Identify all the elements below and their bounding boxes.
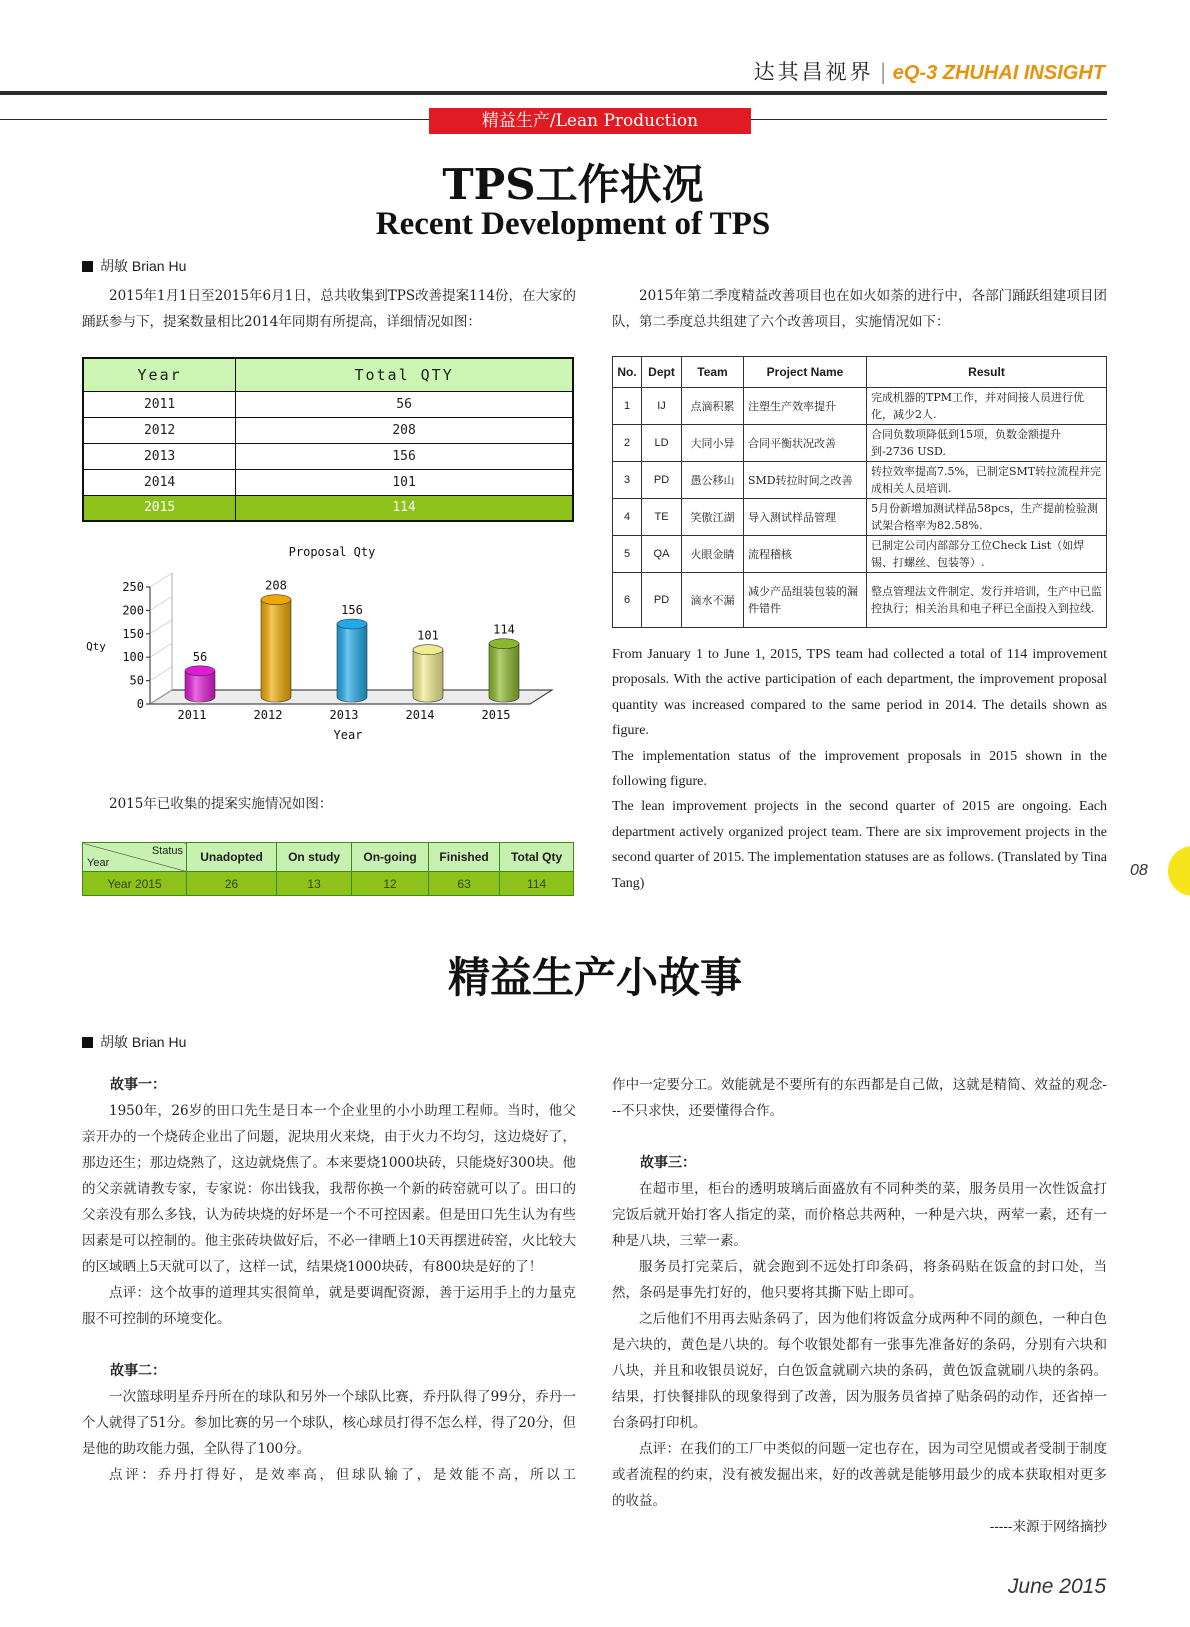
project-result: 5月份新增加测试样品58pcs，生产提前检验测试架合格率为82.58%. (867, 499, 1107, 536)
y-tick-label: 250 (122, 580, 144, 594)
story3-paragraph: 之后他们不用再去贴条码了，因为他们将饭盒分成两种不同的颜色，一种白色是六块的，黄色是八块的。每个收银处都有一张事先准备好的条码，分别有六块和八块，并且和收银员说好，白色饭盒就刷六块的条码，黄色饭盒就刷八块的条码。结果，打快餐排队的现象得到了改善，因为服务员省掉了贴条码的动作，还省掉一台条码打印机。 (612, 1311, 1107, 1431)
byline-square-icon (82, 1037, 93, 1048)
status-header-finished: Finished (428, 843, 499, 872)
project-team: 滴水不漏 (682, 573, 744, 628)
corner-status-label: Status (151, 845, 183, 857)
project-team: 点滴积累 (682, 388, 744, 425)
story2-comment-continued: 作中一定要分工。效能就是不要所有的东西都是自己做，这就是精简、效益的观念---不只求快，还要懂得合作。 (612, 1077, 1107, 1119)
source-credit: -----来源于网络摘抄 (989, 1519, 1107, 1535)
status-value-cell: 63 (428, 872, 499, 896)
y-grid-diagonal (150, 573, 172, 587)
project-team: 火眼金睛 (682, 536, 744, 573)
project-dept: PD (642, 462, 682, 499)
qty-cell: 56 (236, 391, 573, 417)
author-name: 胡敏 Brian Hu (100, 1034, 187, 1050)
project-no: 1 (613, 388, 642, 425)
project-result: 已制定公司内部部分工位Check List（如焊锡、打螺丝、包装等）. (867, 536, 1107, 573)
qty-header: Total QTY (236, 358, 573, 391)
table-row (83, 469, 573, 495)
chart-xlabel: Year (333, 728, 363, 742)
story1-heading: 故事一： (110, 1077, 166, 1093)
story-section-title: 精益生产小故事 (447, 953, 742, 1002)
qty-cell: 208 (236, 417, 573, 443)
table-row-highlighted (83, 495, 573, 521)
bar-value-label: 114 (493, 622, 515, 637)
story2-comment: 点评：乔丹打得好，是效率高，但球队输了，是效能不高，所以工 (109, 1467, 576, 1483)
table-row (613, 499, 1107, 536)
byline-square-icon (82, 261, 93, 272)
status-header-unadopted: Unadopted (187, 843, 277, 872)
story2-body: 一次篮球明星乔丹所在的球队和另外一个球队比赛，乔丹队得了99分，乔丹一个人就得了51分。参加比赛的另一个球队，核心球员打得不怎么样，得了20分，但是他的助攻能力强，全队得了100分。 (82, 1389, 576, 1457)
page-marker-dot (1168, 846, 1190, 896)
story3-heading: 故事三： (640, 1155, 696, 1171)
table-row (613, 462, 1107, 499)
bar-value-label: 56 (192, 649, 208, 664)
table-row (613, 425, 1107, 462)
brand-separator: | (879, 60, 887, 84)
project-table (612, 356, 1107, 628)
bar-shading (413, 650, 443, 702)
bar-shading (489, 644, 519, 702)
status-row-label: Year 2015 (83, 872, 187, 896)
project-name: 注塑生产效率提升 (744, 388, 867, 425)
project-no: 5 (613, 536, 642, 573)
project-header-team: Team (682, 357, 744, 388)
table-row (83, 391, 573, 417)
y-grid-diagonal (150, 596, 172, 610)
qty-cell: 114 (236, 495, 573, 521)
project-no: 2 (613, 425, 642, 462)
story3-comment: 点评：在我们的工厂中类似的问题一定也存在，因为司空见惯或者受制于制度或者流程的约束，没有被发掘出来，好的改善就是能够用最少的成本获取相对更多的收益。 (612, 1441, 1107, 1509)
project-dept: IJ (642, 388, 682, 425)
year-header: Year (83, 358, 236, 391)
project-header-no: No. (613, 357, 642, 388)
y-tick-label: 0 (136, 697, 144, 711)
story1-body: 1950年，26岁的田口先生是日本一个企业里的小小助理工程师。当时，他父亲开办的一个烧砖企业出了问题，泥块用火来烧，由于火力不均匀，这边烧好了，那边还生；那边烧熟了，这边就烧焦了。本来要烧1000块砖，只能烧好300块。他的父亲就请教专家，专家说：你出钱我，我帮你换一个新的砖窑就可以了。田口的父亲没有那么多钱，认为砖块烧的好坏是一个不可控因素。但是田口先生认为有些因素是可以控制的。他主张砖块做好后，不必一律晒上10天再摆进砖窑，火比较大的区域晒上5天就可以了，这样一试，结果烧1000块砖，有800块是好的了！ (82, 1103, 576, 1275)
status-header-on-going: On-going (352, 843, 429, 872)
status-header-on-study: On study (277, 843, 352, 872)
project-dept: LD (642, 425, 682, 462)
bar-top-cap (489, 639, 519, 649)
english-paragraph: The lean improvement projects in the second quarter of 2015 are ongoing. Each department actively organized project team. There are six improvement projects in the second quarter of 2015. The implementation statuses are as follows. (Translated by Tina Tang) (612, 799, 1107, 891)
y-tick-label: 100 (122, 650, 144, 665)
article-byline (82, 256, 186, 276)
story1-comment: 点评：这个故事的道理其实很简单，就是要调配资源，善于运用手上的力量克服不可控制的环境变化。 (82, 1285, 576, 1327)
project-result: 完成机器的TPM工作，并对间接人员进行优化，减少2人. (867, 388, 1107, 425)
year-cell: 2015 (83, 495, 236, 521)
project-name: 流程稽核 (744, 536, 867, 573)
project-no: 6 (613, 573, 642, 628)
section-tag: 精益生产/Lean Production (429, 108, 751, 134)
y-grid-diagonal (150, 643, 172, 657)
footer-date: June 2015 (1007, 1575, 1106, 1598)
year-cell: 2013 (83, 443, 236, 469)
article-title-cn: TPS工作状况 (442, 160, 704, 209)
table-row (83, 443, 573, 469)
story-byline (82, 1032, 186, 1052)
year-qty-table (82, 357, 574, 522)
project-name: 合同平衡状况改善 (744, 425, 867, 462)
bar-top-cap (185, 666, 215, 676)
y-grid-diagonal (150, 667, 172, 681)
intro-paragraph-cn: 2015年1月1日至2015年6月1日，总共收集到TPS改善提案114份，在大家的踊跃参与下，提案数量相比2014年同期有所提高，详细情况如图： (82, 288, 576, 330)
x-tick-label: 2012 (253, 708, 283, 722)
qty-cell: 156 (236, 443, 573, 469)
bar-shading (261, 600, 291, 702)
brand-en: eQ-3 ZHUHAI INSIGHT (892, 62, 1105, 84)
project-name: 减少产品组装包装的漏件错件 (744, 573, 867, 628)
project-dept: TE (642, 499, 682, 536)
status-table (82, 842, 574, 896)
project-header-name: Project Name (744, 357, 867, 388)
project-dept: QA (642, 536, 682, 573)
qty-cell: 101 (236, 469, 573, 495)
brand-cn: 达其昌视界 (753, 60, 874, 84)
project-result: 转拉效率提高7.5%，已制定SMT转拉流程并完成相关人员培训. (867, 462, 1107, 499)
corner-year-label: Year (87, 857, 110, 869)
status-value-cell: 13 (277, 872, 352, 896)
story2-heading: 故事二： (110, 1363, 166, 1379)
project-no: 4 (613, 499, 642, 536)
project-result: 合同负数项降低到15项，负数金额提升到-2736 USD. (867, 425, 1107, 462)
bar-top-cap (337, 619, 367, 629)
project-team: 大同小异 (682, 425, 744, 462)
table-row (613, 536, 1107, 573)
header-rule-thick (0, 91, 1107, 95)
header-brand (700, 56, 1105, 86)
year-cell: 2012 (83, 417, 236, 443)
project-name: SMD转拉时间之改善 (744, 462, 867, 499)
x-tick-label: 2015 (481, 708, 511, 722)
project-header-dept: Dept (642, 357, 682, 388)
bar-value-label: 208 (265, 578, 287, 593)
table-row (613, 573, 1107, 628)
project-header-result: Result (867, 357, 1107, 388)
story3-paragraph: 在超市里，柜台的透明玻璃后面盛放有不同种类的菜，服务员用一次性饭盒打完饭后就开始打客人指定的菜，而价格总共两种，一种是六块，两荤一素，还有一种是八块，三荤一素。 (612, 1181, 1107, 1249)
bar-top-cap (261, 595, 291, 605)
x-tick-label: 2014 (405, 708, 435, 722)
chart-ylabel: Qty (86, 640, 106, 653)
right-intro-cn: 2015年第二季度精益改善项目也在如火如荼的进行中，各部门踊跃组建项目团队，第二季度总共组建了六个改善项目，实施情况如下： (612, 288, 1107, 330)
bar-shading (337, 624, 367, 702)
y-grid-diagonal (150, 620, 172, 634)
article-title-en: Recent Development of TPS (375, 206, 771, 242)
x-tick-label: 2011 (177, 708, 207, 722)
table-row (613, 388, 1107, 425)
table-row (83, 872, 574, 896)
status-value-cell: 12 (352, 872, 429, 896)
year-cell: 2011 (83, 391, 236, 417)
status-value-cell: 114 (500, 872, 574, 896)
status-intro-cn: 2015年已收集的提案实施情况如图： (109, 796, 333, 812)
status-corner-cell (83, 843, 187, 872)
story3-paragraph: 服务员打完菜后，就会跑到不远处打印条码，将条码贴在饭盒的封口处，当然，条码是事先打好的，他只要将其撕下贴上即可。 (612, 1259, 1107, 1301)
y-tick-label: 50 (129, 673, 144, 688)
project-no: 3 (613, 462, 642, 499)
project-result: 整点管理法文件制定、发行并培训，生产中已监控执行；相关治具和电子秤已全面投入到拉线. (867, 573, 1107, 628)
x-tick-label: 2013 (329, 708, 359, 722)
page-number: 08 (1130, 862, 1148, 879)
project-dept: PD (642, 573, 682, 628)
bar-value-label: 101 (417, 628, 439, 643)
chart-title: Proposal Qty (288, 545, 376, 559)
story-left-column (82, 1072, 576, 1488)
y-tick-label: 150 (122, 626, 144, 641)
author-name: 胡敏 Brian Hu (100, 258, 187, 274)
english-translation (612, 642, 1107, 896)
bar-value-label: 156 (341, 602, 363, 617)
status-header-total: Total Qty (500, 843, 574, 872)
project-name: 导入测试样品管理 (744, 499, 867, 536)
year-cell: 2014 (83, 469, 236, 495)
english-paragraph: The implementation status of the improvement proposals in 2015 shown in the following figure. (612, 748, 1107, 790)
proposal-qty-chart (70, 540, 590, 780)
bar-top-cap (413, 645, 443, 655)
english-paragraph: From January 1 to June 1, 2015, TPS team had collected a total of 114 improvement proposals. With the active participation of each department, the improvement proposal quantity was increased compared to the same period in 2014. The details shown as figure. (612, 647, 1107, 739)
chart-plot-area (122, 573, 552, 722)
table-row (83, 417, 573, 443)
status-value-cell: 26 (187, 872, 277, 896)
story-right-column (612, 1072, 1107, 1540)
y-tick-label: 200 (122, 603, 144, 618)
project-team: 愚公移山 (682, 462, 744, 499)
project-team: 笑傲江湖 (682, 499, 744, 536)
